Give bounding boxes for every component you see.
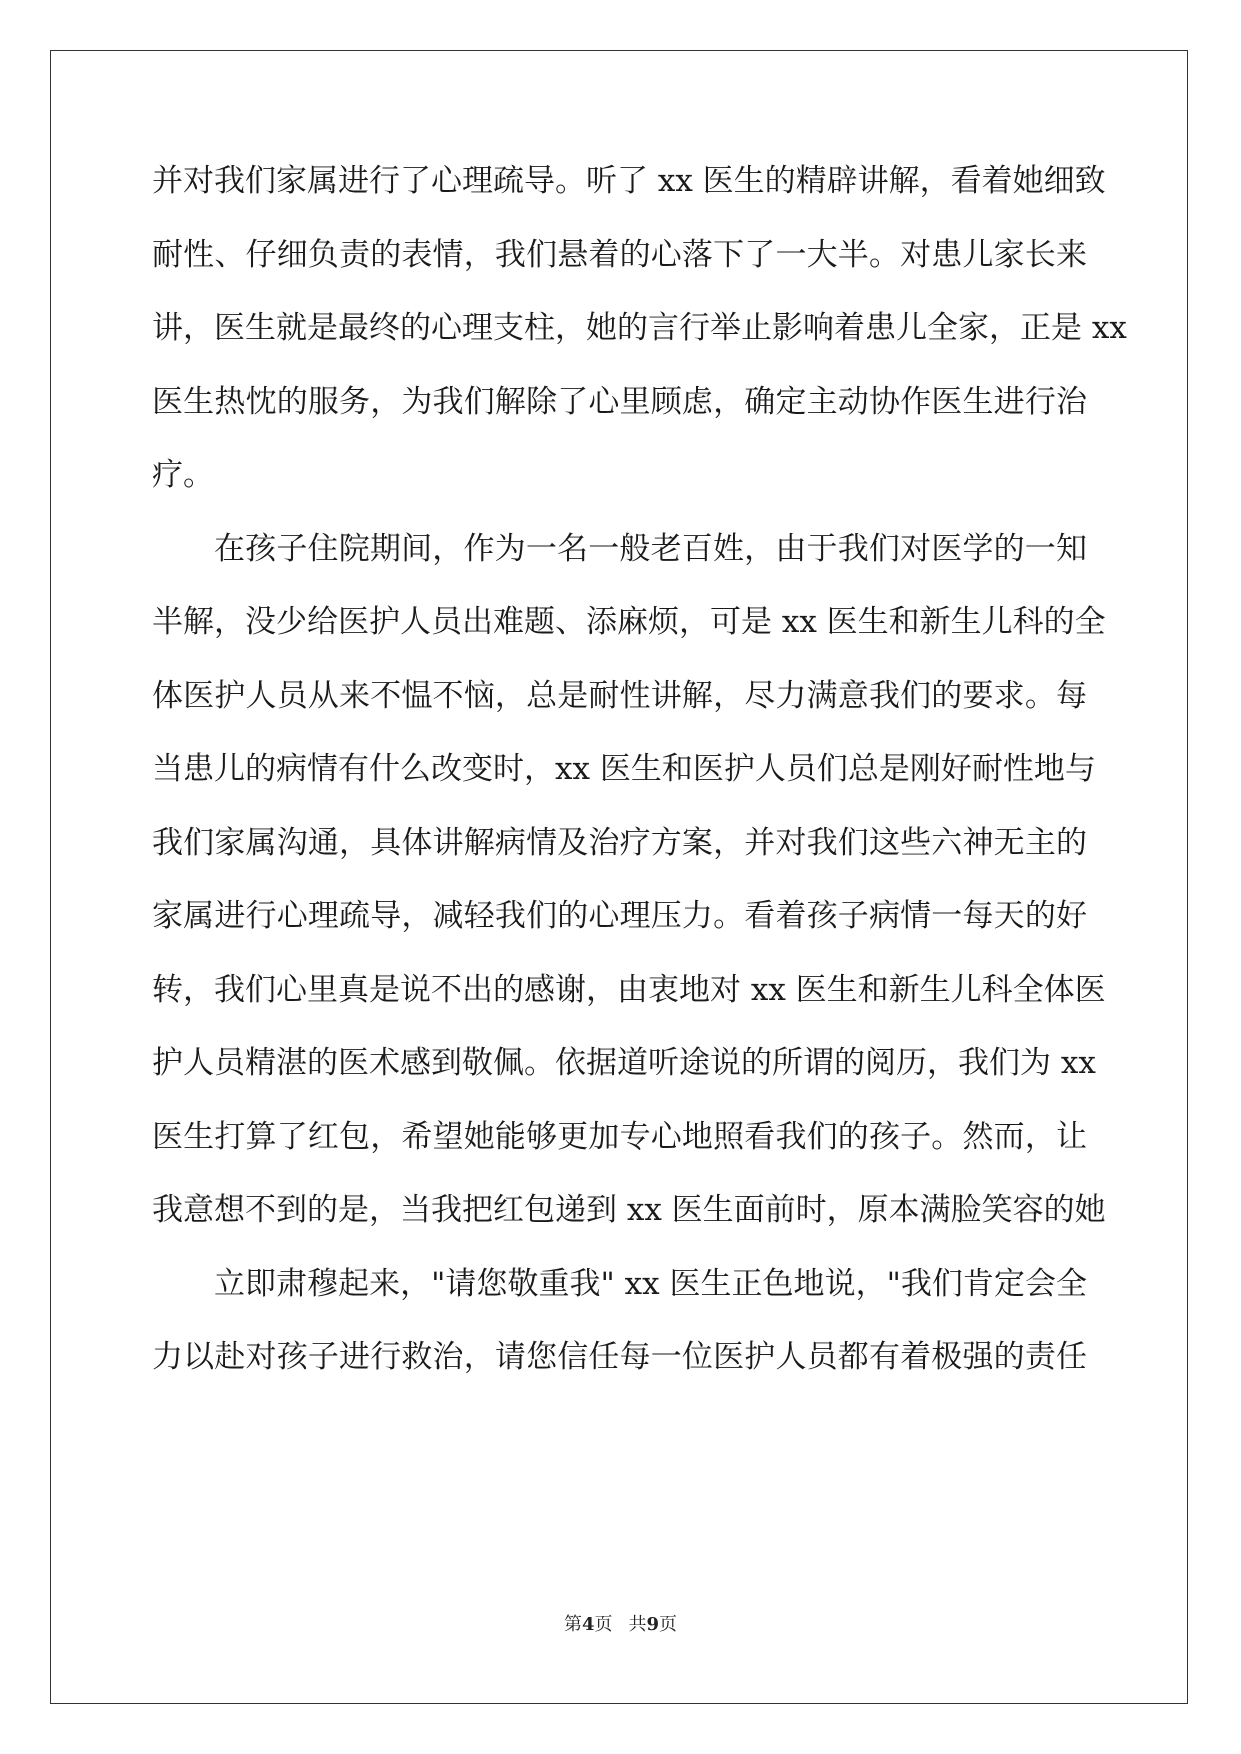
footer-page-suffix: 页 [594, 1614, 613, 1635]
text-line: 我意想不到的是，当我把红包递到 xx 医生面前时，原本满脸笑容的她 [152, 1192, 1106, 1228]
text-line: 立即肃穆起来，"请您敬重我" xx 医生正色地说，"我们肯定会全 [214, 1265, 1087, 1302]
text-line: 医生打算了红包，希望她能够更加专心地照看我们的孩子。然而，让 [152, 1118, 1087, 1155]
text-line: 半解，没少给医护人员出难题、添麻烦，可是 xx 医生和新生儿科的全 [152, 604, 1106, 640]
text-line: 并对我们家属进行了心理疏导。听了 xx 医生的精辟讲解，看着她细致 [152, 163, 1106, 199]
text-line: 护人员精湛的医术感到敬佩。依据道听途说的所谓的阅历，我们为 xx [152, 1045, 1096, 1081]
text-line: 力以赴对孩子进行救治，请您信任每一位医护人员都有着极强的责任 [152, 1339, 1087, 1375]
text-line: 在孩子住院期间，作为一名一般老百姓，由于我们对医学的一知 [214, 530, 1087, 567]
text-line: 讲，医生就是最终的心理支柱，她的言行举止影响着患儿全家，正是 xx [152, 310, 1127, 346]
page-number: 4 [581, 1614, 595, 1635]
document-body [152, 156, 1127, 1406]
footer-total-prefix: 共 [628, 1614, 647, 1635]
footer-prefix: 第 [563, 1614, 582, 1635]
page-total: 9 [646, 1614, 660, 1635]
page-footer [0, 1613, 1241, 1637]
text-line: 转，我们心里真是说不出的感谢，由衷地对 xx 医生和新生儿科全体医 [152, 971, 1106, 1008]
text-line: 医生热忱的服务，为我们解除了心里顾虑，确定主动协作医生进行治 [152, 383, 1087, 420]
text-line: 家属进行心理疏导，减轻我们的心理压力。看着孩子病情一每天的好 [152, 898, 1087, 934]
text-line: 体医护人员从来不愠不恼，总是耐性讲解，尽力满意我们的要求。每 [152, 677, 1087, 714]
text-line: 耐性、仔细负责的表情，我们悬着的心落下了一大半。对患儿家长来 [152, 236, 1087, 273]
text-line: 当患儿的病情有什么改变时，xx 医生和医护人员们总是刚好耐性地与 [152, 751, 1096, 787]
text-line: 我们家属沟通，具体讲解病情及治疗方案，并对我们这些六神无主的 [152, 824, 1087, 861]
footer-total-suffix: 页 [659, 1614, 678, 1635]
text-line: 疗。 [152, 457, 214, 493]
